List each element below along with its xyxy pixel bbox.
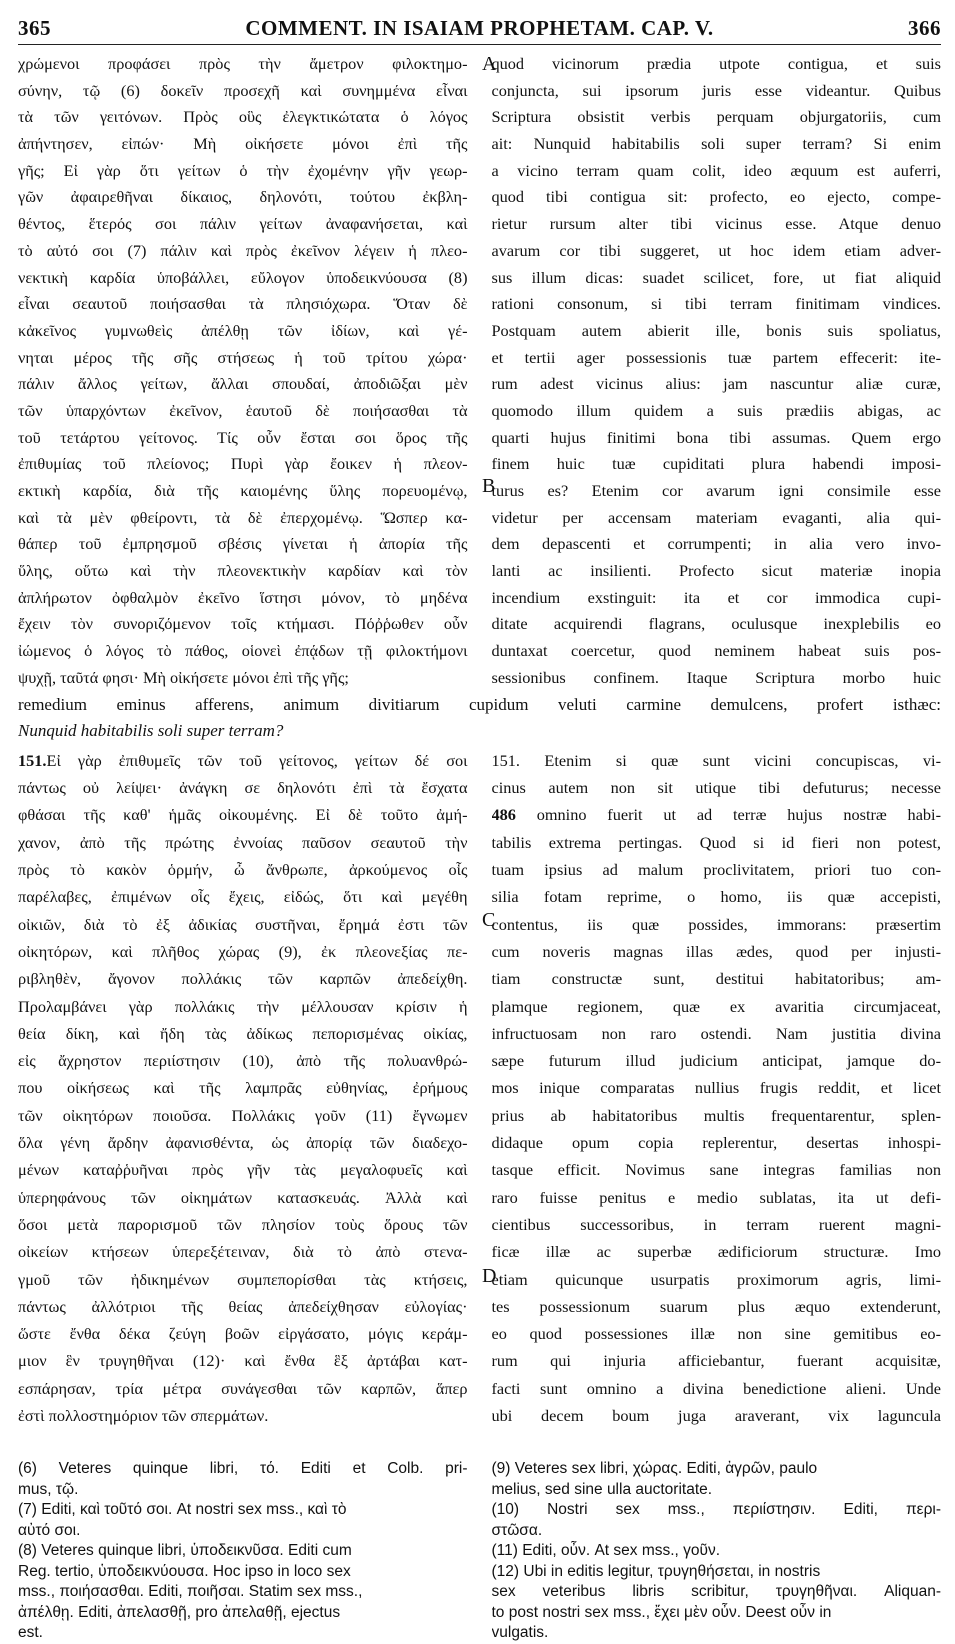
text-line: στῶσα. — [491, 1521, 543, 1539]
right-page-number: 366 — [908, 16, 941, 40]
text-line: εσπάρησαν, τρία μέτρα συνάγεσθαι τῶν καρπῶν, ἅπερ — [18, 1378, 468, 1398]
text-line: plamque regionem, quæ ex avaritia circumjaceat, — [491, 996, 941, 1016]
text-line: rietur rursum alter tibi vicinus esse. Atque denuo — [491, 214, 941, 234]
text-line: quarti hujus finitimi bona tibi assumas. Quem ergo — [491, 427, 941, 447]
text-line: duntaxat coercetur, quod neminem habeat suis pos- — [491, 641, 941, 661]
text-line: a vicino terram quam colit, ideo æquum est auferri, — [491, 160, 941, 180]
text-line: εκτικὴ καρδία, διὰ τῆς καιομένης ὕλης πορευομένῳ, — [18, 481, 468, 500]
text-line: σύνην, τῷ (6) δοκεῖν προσεχῆ καὶ συνημμένα εἶναι — [18, 80, 468, 100]
text-line: μιον ἓν τρυγηθῆναι (12)· καὶ ἔνθα ἓξ ἀρτάβαι κατ- — [18, 1351, 468, 1371]
footnotes-left — [18, 1459, 476, 1644]
text-line: ὅλα γένη ἄρδην ἀφανισθέντα, ὡς ἀπορίᾳ τῶν διαδεχο- — [18, 1133, 468, 1153]
text-line: νηται μέρος τῆς σῆς στήσεως ἡ τοῦ τρίτου χώρα· — [18, 347, 468, 367]
section-number-greek: 151. — [18, 750, 47, 770]
text-line: ait: Nunquid habitabilis soli super terram? Si enim — [491, 134, 941, 154]
greek-column-section — [18, 747, 476, 1429]
text-line: tabilis extrema pertingas. Quod si id fieri non potest, — [491, 832, 941, 852]
text-line: ἰώμενος ὁ λόγος τὸ πάθος, οἱονεὶ ἐπᾴδων τῇ φιλοκτήμονι — [18, 641, 468, 661]
text-line: εἰς ἄχρηστον περιίστησιν (10), ἀπὸ τῆς πολυανθρώ- — [18, 1051, 468, 1071]
text-line: Προλαμβάνει γὰρ πολλάκις τὴν μέλλουσαν κρίσιν ἡ — [18, 996, 468, 1016]
greek-section-body — [18, 774, 468, 1429]
text-line: μένων καταῤῥυῆναι πρὸς γῆν τὰς μεγαλοφυεῖς καὶ — [18, 1160, 468, 1180]
text-line: πρὸς τὸ κακὸν ὁρμήν, ὦ ἄνθρωπε, ἀρκούμενος οἷς — [18, 860, 468, 880]
text-line: γμοῦ τῶν ἠδικημένων συμπεπορίσθαι τὰς κτήσεις, — [18, 1269, 468, 1289]
text-line: et tertii ager possessionis tuæ partem effecerit: ite- — [491, 347, 941, 367]
text-line: τῶν οἰκητόρων ποιοῦσα. Πολλάκις γοῦν (11) ἔγνωμεν — [18, 1105, 468, 1125]
margin-mark-d: D — [482, 1264, 497, 1287]
text-line: lanti ac insilienti. Profecto sicut materiæ inopia — [491, 561, 941, 581]
text-line: vulgatis. — [491, 1624, 549, 1642]
text-line: τὸ αὐτό σοι (7) πάλιν καὶ πρὸς ἐκεῖνον λέγειν ἡ πλεο- — [18, 240, 468, 260]
greek-column-top — [18, 51, 476, 692]
text-line: ἀπλήρωτον ὀφθαλμὸν ἐκεῖνο ἵστησι μόνον, τὸ μηδένα — [18, 587, 468, 607]
text-line: quod tibi contigua sit: profecto, eo ejecto, compe- — [491, 187, 941, 207]
text-line: ἔχειν τὸν συνοριζόμενον τοῖς κτήμασι. Πόῤῥωθεν οὖν — [18, 614, 468, 634]
margin-mark-b: B — [482, 475, 496, 497]
text-line: finem huic tuæ cupiditati plura habendi imposi- — [491, 454, 941, 474]
greek-section-first-line — [18, 747, 468, 774]
text-line: τοῦ τετάρτου γείτονος. Τίς οὖν ἔσται σοι ὅρος τῆς — [18, 427, 468, 447]
text-line: avarum cor tibi suggeret, ut hoc idem etiam adver- — [491, 240, 941, 260]
text-line: (8) Veteres quinque libri, ὑποδεικνῦσα. Editi cum — [18, 1542, 352, 1560]
text-line: sessionibus confinem. Itaque Scriptura morbo huic — [491, 667, 941, 687]
text-line: sex veteribus libris scribitur, τρυγηθῆναι. Aliquan- — [491, 1583, 941, 1601]
latin-section-line: omnino fuerit ut ad terræ hujus nostræ habi- — [536, 805, 941, 825]
text-line: tes possessionum suarum plus æquo extenderunt, — [491, 1296, 941, 1316]
text-line: γῆς; Εἰ γὰρ ὅτι γείτων ὁ τὴν ἐχομένην γῆν γεωρ- — [18, 160, 468, 180]
text-line: rum qui injuria afficiebantur, fuerant acquisitæ, — [491, 1351, 941, 1371]
text-line: καὶ τὰ μὲν φθείροντι, τὰ δὲ ἐπερχομένῳ. Ὥσπερ κα- — [18, 507, 468, 527]
text-line: melius, sed sine ulla auctoritate. — [491, 1480, 713, 1498]
text-line: γῶν ἀφαιρεθῆναι δίκαιος, δηλονότι, τούτου ἐκβλη- — [18, 187, 468, 207]
latin-column-section — [484, 747, 942, 1429]
section-151 — [18, 747, 941, 1429]
text-line: sæpe futurum illud judicium anticipat, jamque do- — [491, 1051, 941, 1071]
text-line: Reg. tertio, ὑποδεικνύουσα. Hoc ipso in loco sex — [18, 1562, 351, 1580]
text-line: αὐτό σοι. — [18, 1521, 81, 1539]
running-title: COMMENT. IN ISAIAM PROPHETAM. CAP. V. — [245, 16, 714, 40]
text-line: cum noveris magnas illas ædes, quod per injusti- — [491, 941, 941, 961]
text-line: κἀκεῖνος γυμνωθεὶς ἀπέλθῃ τῶν ἰδίων, καὶ γέ- — [18, 320, 468, 340]
text-line: videtur per accensam materiam evaganti, alia qui- — [491, 507, 941, 527]
text-line: cientibus successoribus, in terram ruerent magni- — [491, 1214, 941, 1234]
running-header — [18, 14, 941, 45]
footnotes — [18, 1459, 941, 1644]
latin-section-body — [492, 829, 942, 1430]
greek-section-line: Εἰ γὰρ ἐπιθυμεῖς τῶν τοῦ γείτονος, γείτων δέ σοι — [46, 750, 468, 770]
text-line: θάπερ τοῦ ἐμπρησμοῦ σβέσις γίνεται ἡ ἀπορία τῆς — [18, 534, 468, 554]
text-line: rum adest vicinus alius: jam nascuntur aliæ curæ, — [491, 374, 941, 394]
text-line: Postquam autem abierit ille, bonis suis spoliatus, — [491, 320, 941, 340]
text-line: mos inique comparatas nullius frugis reddit, et licet — [491, 1078, 941, 1098]
text-line: prius ab habitatoribus multis frequentarentur, splen- — [491, 1105, 941, 1125]
text-line: incendium exstinguit: ita et cor immodica cupi- — [491, 587, 941, 607]
text-line: quomodo illum quidem a suis prædiis abigas, ac — [491, 400, 941, 420]
text-line: (11) Editi, οὖν. At sex mss., γοῦν. — [491, 1542, 721, 1560]
text-line: τὰ τῶν γειτόνων. Πρὸς οὓς ἐλεγκτικώτατα ὁ λόγος — [18, 107, 468, 127]
text-line: ὥστε ἔνθα δέκα ζεύγη βοῶν εἰργάσατο, μόγις κεράμ- — [18, 1324, 468, 1344]
text-line: οἰκιῶν, διὰ τὸ ἐξ ἀδικίας συστῆναι, ἔρημά ἐστι τῶν — [18, 914, 468, 934]
text-line: (7) Editi, καὶ τοῦτό σοι. At nostri sex mss., καὶ τὸ — [18, 1501, 347, 1519]
text-line: turus es? Etenim cor avarum igni consimile esse — [491, 481, 941, 500]
text-line: πάντως ἀλλότριοι τῆς θείας ἀπεδείχθησαν εὐλογίας· — [18, 1296, 468, 1316]
left-page-number: 365 — [18, 16, 51, 40]
text-line: εἶναι σεαυτοῦ ποιήσασθαι τὰ πλησιόχωρα. Ὅταν δὲ — [18, 294, 468, 314]
text-line: (9) Veteres sex libri, χώρας. Editi, ἀγρῶν, paulo — [491, 1460, 818, 1478]
text-line: φθάσαι τῆς καθ' ἡμᾶς οἰκουμένης. Εἰ δὲ τοῦτο ἀμή- — [18, 805, 468, 825]
text-line: etiam quicunque usurpatis proximorum agris, limi- — [491, 1269, 941, 1289]
text-line: θεία δίκη, καὶ ἤδη τὰς ἀδίκως πεπορισμένας οἰκίας, — [18, 1023, 468, 1043]
text-line: ριβληθὲν, ἄγονον πολλάκις τῶν καρπῶν ἀπεδείχθη. — [18, 969, 468, 989]
latin-section-line-numbered — [492, 801, 942, 828]
text-line: ὅσοι μετὰ παρορισμοῦ τῶν πλησίον τοὺς ὅρους τῶν — [18, 1214, 468, 1234]
text-line: est. — [18, 1624, 43, 1642]
text-line: didaque opum copia replerentur, desertas inhospi- — [491, 1133, 941, 1153]
text-line: contentus, iis quæ possides, immorans: præsertim — [491, 914, 941, 934]
text-line: οἰκητόρων, καὶ πλῆθος χώρας (9), ἐκ πλεονεξίας πε- — [18, 941, 468, 961]
spanning-line: remedium eminus afferens, animum divitiarum cupidum veluti carmine demulcens, profert isthæc: — [18, 694, 941, 714]
text-line: νεκτικὴ καρδία ὑποβάλλει, εὔλογον ὑποδεικνύουσα (8) — [18, 267, 468, 287]
text-line: τῶν ὑπαρχόντων ἐκεῖνον, ἑαυτοῦ δὲ ποιήσασθαι τὰ — [18, 400, 468, 420]
footnotes-right — [484, 1459, 942, 1644]
text-line: ditate acquirendi flagrans, oculusque inexplebilis eo — [491, 614, 941, 634]
text-line: mss., ποιήσασθαι. Editi, ποιῆσαι. Statim sex mss., — [18, 1583, 363, 1601]
margin-mark-c: C — [482, 908, 496, 931]
text-line: χρώμενοι προφάσει πρὸς τὴν ἄμετρον φιλοκτημο- — [18, 54, 468, 73]
text-line: ψυχῇ, ταῦτά φησι· Μὴ οἰκήσετε μόνοι ἐπὶ τῆς γῆς; — [18, 667, 349, 687]
text-line: tasque efficit. Novimus sane integras familias non — [491, 1160, 941, 1180]
text-line: ἐπιθυμίας τοῦ πλείονος; Πυρὶ γὰρ ἔοικεν ἡ πλεον- — [18, 454, 468, 474]
margin-mark-a: A — [482, 53, 497, 75]
text-line: πάλιν ἄλλος γείτων, ἄλλαι σπουδαί, ἀποδιῶξαι μὲν — [18, 374, 468, 394]
text-line: (12) Ubi in editis legitur, τρυγηθήσεται, in nostris — [491, 1562, 821, 1580]
latin-section-first-line — [492, 747, 942, 774]
latin-column-top — [484, 51, 942, 692]
text-line: quod vicinorum prædia utpote contigua, et suis — [491, 54, 941, 73]
text-line: χανον, ἀπὸ τῆς πρώτης ἐννοίας παῦσον σεαυτοῦ τὴν — [18, 832, 468, 852]
text-line: Scriptura obsistit verbis perquam objurgatoriis, cum — [491, 107, 941, 127]
text-line: παρέλαβες, ἐπιμένων οἷς ἔχεις, εἰδώς, ὅτι καὶ μεγέθη — [18, 887, 468, 907]
text-line: raro fuisse penitus e medio sublatas, ita ut defi- — [491, 1187, 941, 1207]
spanning-line-italic: Nunquid habitabilis soli super terram? — [18, 721, 284, 741]
text-line: rationi consonum, si tibi terram finitimam vindices. — [491, 294, 941, 314]
text-line: ubi decem boum juga araverant, vix lagunculа — [491, 1406, 941, 1425]
latin-section-line: Etenim si quæ sunt vicini concupiscas, vi- — [544, 750, 941, 770]
section-number-latin: 151. — [491, 750, 520, 770]
text-line: to post nostri sex mss., ἔχει μὲν οὖν. Deest οὖν in — [491, 1603, 832, 1621]
text-line: sus illum dicas: suadet scilicet, fore, ut fiat aliquid — [491, 267, 941, 287]
text-line: eo quod possessiones illæ non sine gemitibus eo- — [491, 1324, 941, 1344]
text-line: ἐστὶ πολλοστημόριον τῶν σπερμάτων. — [18, 1406, 269, 1425]
top-columns — [18, 51, 941, 692]
text-line: facti sunt omnino a divina benedictione alieni. Unde — [491, 1378, 941, 1398]
text-line: tiam constructæ sunt, destitui habitatoribus; am- — [491, 969, 941, 989]
text-line: ὑπερηφάνους τῶν οἰκημάτων κατασκευάς. Ἀλλὰ καὶ — [18, 1187, 468, 1207]
text-line: conjuncta, sui ipsorum juris esse videantur. Quibus — [491, 80, 941, 100]
text-line: πάντως οὐ λείψει· ἀνάγκη σε δηλονότι ἐπὶ τὰ ἔσχατα — [18, 778, 468, 798]
text-line: ἀπήντησεν, εἰπών· Μὴ οἰκήσετε μόνοι ἐπὶ τῆς — [18, 134, 468, 154]
text-line: (6) Veteres quinque libri, τό. Editi et Colb. pri- — [18, 1460, 468, 1478]
latin-section-line: cinus autem non sit utique tibi defuturus; necesse — [491, 778, 941, 798]
text-line: ficæ illæ ac superbæ ædificiorum structuræ. Imo — [491, 1242, 941, 1262]
migne-column-number: 486 — [491, 805, 516, 825]
text-line: mus, τῷ. — [18, 1480, 79, 1498]
text-line: οἰκείων κτήσεων ὑπερεξέτειναν, διὰ τὸ ἀπὸ στενα- — [18, 1242, 468, 1262]
text-line: θέντος, ἕτερός σοι πάλιν γείτων ἀναφανήσεται, καὶ — [18, 214, 468, 234]
text-line: ὕλης, οὕτω καὶ τὴν πλεονεκτικὴν καρδίαν καὶ τὸν — [18, 561, 468, 581]
text-line: tuam ipsius ad malum proclivitatem, priori tuo con- — [491, 860, 941, 880]
text-line: silia fotam reprime, o homo, iis quæ accepisti, — [491, 887, 941, 907]
text-line: (10) Nostri sex mss., περιίστησιν. Editi, περι- — [491, 1501, 941, 1519]
text-line: ἀπέλθῃ. Editi, ἀπελασθῇ, pro ἀπελαθῇ, ejectus — [18, 1603, 341, 1621]
text-line: dem depascenti et corrumpenti; in alia vero invo- — [491, 534, 941, 554]
text-line: infructuosam non raro ostendi. Nam justitia divina — [491, 1023, 941, 1043]
text-line: που οἰκήσεως καὶ τῆς λαμπρᾶς εὐθηνίας, ἐρήμους — [18, 1078, 468, 1098]
spanning-lines — [18, 692, 941, 745]
